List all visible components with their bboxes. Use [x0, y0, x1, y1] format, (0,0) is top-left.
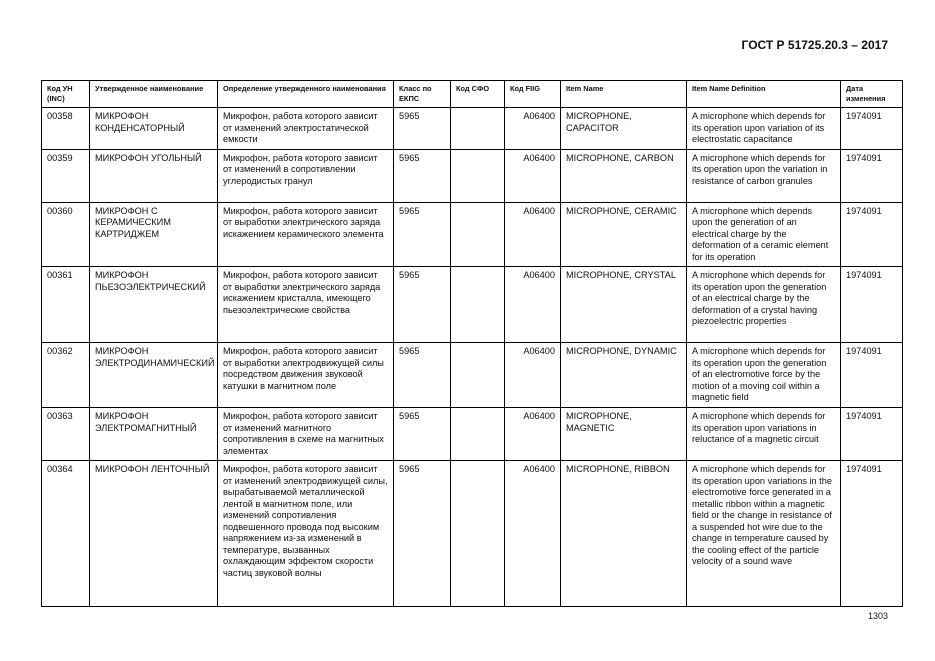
table-row	[42, 461, 903, 607]
cell-class: 5965	[394, 149, 451, 202]
cell-item-name: MICROPHONE, DYNAMIC	[561, 343, 687, 408]
cell-sfo	[451, 343, 505, 408]
cell-fiig: A06400	[505, 108, 561, 150]
cell-fiig: A06400	[505, 267, 561, 343]
cell-item-name: MICROPHONE, RIBBON	[561, 461, 687, 607]
document-code: ГОСТ Р 51725.20.3 – 2017	[741, 38, 888, 52]
col-header-sfo: Код СФО	[451, 81, 505, 108]
col-header-approved-name: Утвержденное наименование	[90, 81, 218, 108]
cell-sfo	[451, 267, 505, 343]
cell-date: 1974091	[841, 149, 903, 202]
cell-item-definition: A microphone which depends for its operation upon variation of its electrostatic capacitance	[687, 108, 841, 150]
classification-table	[41, 80, 903, 607]
cell-code: 00364	[42, 461, 90, 607]
cell-class: 5965	[394, 461, 451, 607]
cell-name: МИКРОФОН ЛЕНТОЧНЫЙ	[90, 461, 218, 607]
page-number: 1303	[867, 611, 888, 621]
cell-class: 5965	[394, 408, 451, 461]
cell-item-name: MICROPHONE, MAGNETIC	[561, 408, 687, 461]
cell-class: 5965	[394, 202, 451, 267]
cell-name: МИКРОФОН ЭЛЕКТРОДИНАМИЧЕСКИЙ	[90, 343, 218, 408]
cell-code: 00363	[42, 408, 90, 461]
cell-date: 1974091	[841, 343, 903, 408]
col-header-definition: Определение утвержденного наименования	[218, 81, 394, 108]
cell-name: МИКРОФОН ЭЛЕКТРОМАГНИТНЫЙ	[90, 408, 218, 461]
table-row	[42, 267, 903, 343]
cell-sfo	[451, 108, 505, 150]
cell-code: 00360	[42, 202, 90, 267]
cell-item-definition: A microphone which depends for its operation upon the generation of an electromotive force by the motion of a moving coil within a magnetic field	[687, 343, 841, 408]
cell-fiig: A06400	[505, 149, 561, 202]
cell-date: 1974091	[841, 267, 903, 343]
col-header-class: Класс по ЕКПС	[394, 81, 451, 108]
cell-fiig: A06400	[505, 343, 561, 408]
cell-definition: Микрофон, работа которого зависит от изменений магнитного сопротивления в схеме на магнитных элементах	[218, 408, 394, 461]
cell-class: 5965	[394, 343, 451, 408]
cell-name: МИКРОФОН УГОЛЬНЫЙ	[90, 149, 218, 202]
cell-definition: Микрофон, работа которого зависит от выработки электрического заряда искажением кристалла, имеющего пьезоэлектрические свойства	[218, 267, 394, 343]
cell-item-name: MICROPHONE, CRYSTAL	[561, 267, 687, 343]
table-header-row	[42, 81, 903, 108]
col-header-item-definition: Item Name Definition	[687, 81, 841, 108]
table-row	[42, 343, 903, 408]
cell-class: 5965	[394, 267, 451, 343]
cell-item-definition: A microphone which depends for its operation upon variations in reluctance of a magnetic circuit	[687, 408, 841, 461]
cell-item-name: MICROPHONE, CARBON	[561, 149, 687, 202]
cell-sfo	[451, 408, 505, 461]
cell-date: 1974091	[841, 461, 903, 607]
cell-date: 1974091	[841, 408, 903, 461]
col-header-item-name: Item Name	[561, 81, 687, 108]
table-row	[42, 149, 903, 202]
cell-name: МИКРОФОН С КЕРАМИЧЕСКИМ КАРТРИДЖЕМ	[90, 202, 218, 267]
cell-fiig: A06400	[505, 202, 561, 267]
cell-class: 5965	[394, 108, 451, 150]
cell-name: МИКРОФОН КОНДЕНСАТОРНЫЙ	[90, 108, 218, 150]
cell-code: 00362	[42, 343, 90, 408]
cell-date: 1974091	[841, 108, 903, 150]
col-header-inc: Код УН (INC)	[42, 81, 90, 108]
cell-date: 1974091	[841, 202, 903, 267]
cell-sfo	[451, 461, 505, 607]
cell-code: 00359	[42, 149, 90, 202]
cell-fiig: A06400	[505, 408, 561, 461]
cell-item-definition: A microphone which depends for its operation upon the variation in resistance of carbon granules	[687, 149, 841, 202]
cell-code: 00358	[42, 108, 90, 150]
cell-definition: Микрофон, работа которого зависит от выработки электрического заряда искажением керамического элемента	[218, 202, 394, 267]
table-row	[42, 108, 903, 150]
cell-definition: Микрофон, работа которого зависит от изменений в сопротивлении углеродистых гранул	[218, 149, 394, 202]
cell-fiig: A06400	[505, 461, 561, 607]
cell-definition: Микрофон, работа которого зависит от выработки электродвижущей силы посредством движения звуковой катушки в магнитном поле	[218, 343, 394, 408]
col-header-date: Дата изменения	[841, 81, 903, 108]
cell-definition: Микрофон, работа которого зависит от изменений электростатической емкости	[218, 108, 394, 150]
cell-item-definition: A microphone which depends for its operation upon the generation of an electrical charge by the deformation of a crystal having piezoelectric properties	[687, 267, 841, 343]
table-row	[42, 408, 903, 461]
cell-item-name: MICROPHONE, CAPACITOR	[561, 108, 687, 150]
cell-sfo	[451, 149, 505, 202]
cell-name: МИКРОФОН ПЬЕЗОЭЛЕКТРИЧЕСКИЙ	[90, 267, 218, 343]
col-header-fiig: Код FIIG	[505, 81, 561, 108]
cell-item-definition: A microphone which depends for its operation upon variations in the electromotive force generated in a metallic ribbon within a magnetic field or the change in resistance of a suspended hot wire due to the change in temperature caused by the cooling effect of the particle velocity of a sound wave	[687, 461, 841, 607]
cell-code: 00361	[42, 267, 90, 343]
cell-item-name: MICROPHONE, CERAMIC	[561, 202, 687, 267]
cell-item-definition: A microphone which depends upon the generation of an electrical charge by the deformation of a ceramic element for its operation	[687, 202, 841, 267]
table-row	[42, 202, 903, 267]
cell-definition: Микрофон, работа которого зависит от изменений электродвижущей силы, вырабатываемой металлической лентой в магнитном поле, или изменений сопротивления подвешенного провода под высоким напряжением из-за изменений в температуре, вызванных охлаждающим эффектом скорости частиц звуковой волны	[218, 461, 394, 607]
cell-sfo	[451, 202, 505, 267]
